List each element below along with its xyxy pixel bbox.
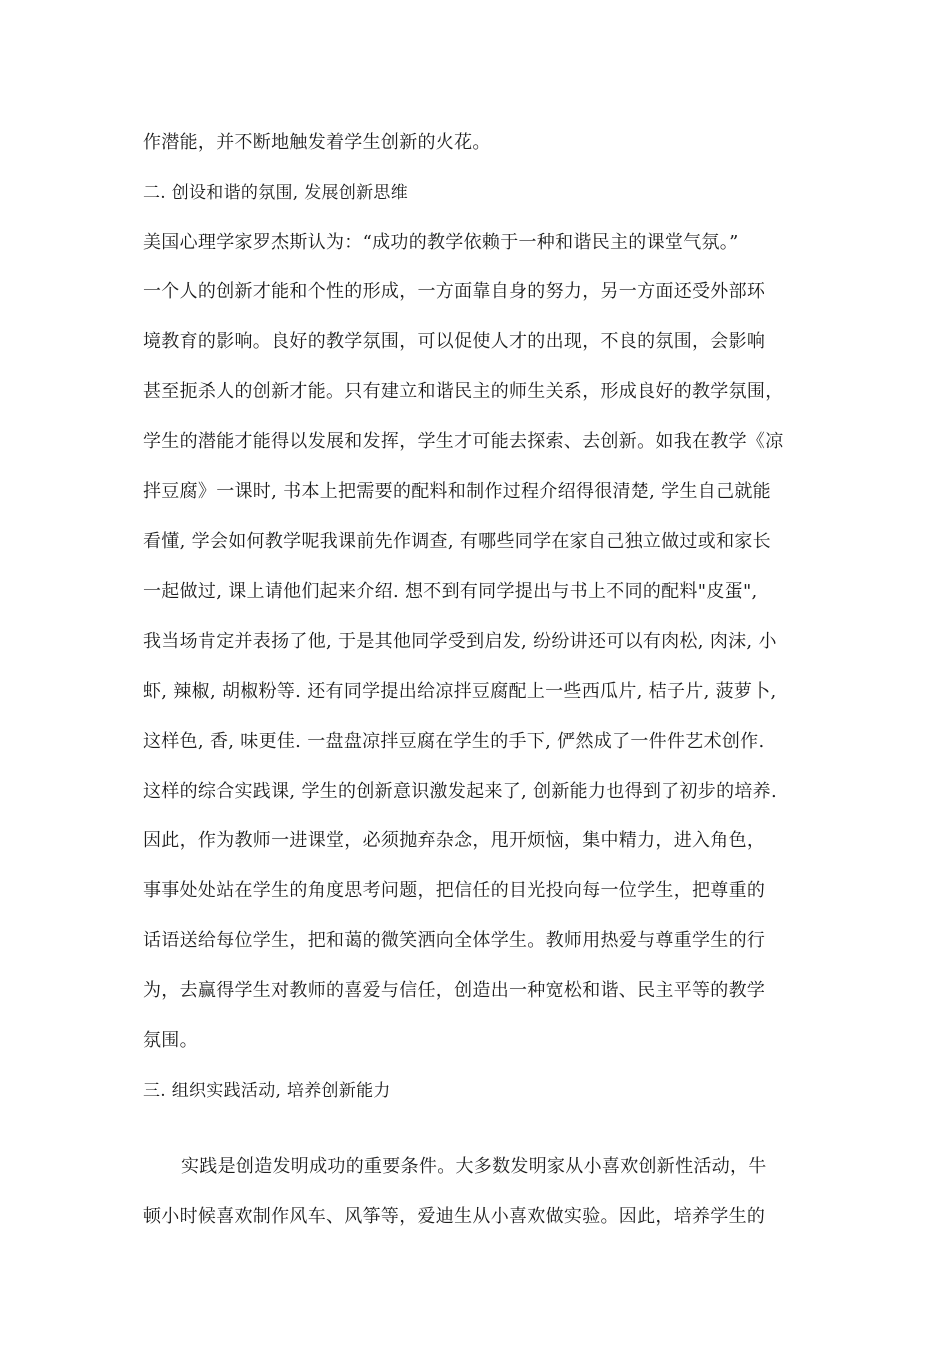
text-line: 一起做过, 课上请他们起来介绍. 想不到有同学提出与书上不同的配料"皮蛋", <box>143 581 758 602</box>
text-line: 一个人的创新才能和个性的形成，一方面靠自身的努力，另一方面还受外部环 <box>143 281 766 302</box>
text-line: 为，去赢得学生对教师的喜爱与信任，创造出一种宽松和谐、民主平等的教学 <box>143 980 766 1001</box>
text-line: 话语送给每位学生，把和蔼的微笑洒向全体学生。教师用热爱与尊重学生的行 <box>143 930 766 951</box>
section-heading: 二. 创设和谐的氛围, 发展创新思维 <box>143 183 409 203</box>
text-line: 这样色, 香, 味更佳. 一盘盘凉拌豆腐在学生的手下, 俨然成了一件件艺术创作. <box>143 731 765 752</box>
text-line: 顿小时候喜欢制作风车、风筝等，爱迪生从小喜欢做实验。因此，培养学生的 <box>143 1206 766 1227</box>
text-line: 事事处处站在学生的角度思考问题，把信任的目光投向每一位学生，把尊重的 <box>143 880 766 901</box>
text-line: 作潜能，并不断地触发着学生创新的火花。 <box>143 132 491 153</box>
text-line: 实践是创造发明成功的重要条件。大多数发明家从小喜欢创新性活动，牛 <box>181 1156 767 1177</box>
text-line: 拌豆腐》一课时, 书本上把需要的配料和制作过程介绍得很清楚, 学生自己就能 <box>143 481 771 502</box>
section-heading: 三. 组织实践活动, 培养创新能力 <box>143 1081 391 1101</box>
text-line: 美国心理学家罗杰斯认为：“成功的教学依赖于一种和谐民主的课堂气氛。” <box>143 232 739 253</box>
text-line: 虾, 辣椒, 胡椒粉等. 还有同学提出给凉拌豆腐配上一些西瓜片, 桔子片, 菠萝卜, <box>143 681 777 702</box>
text-line: 学生的潜能才能得以发展和发挥，学生才可能去探索、去创新。如我在教学《凉 <box>143 431 784 452</box>
text-line: 这样的综合实践课, 学生的创新意识激发起来了, 创新能力也得到了初步的培养. <box>143 781 778 802</box>
text-line: 看懂, 学会如何教学呢我课前先作调查, 有哪些同学在家自己独立做过或和家长 <box>143 531 771 552</box>
text-line: 甚至扼杀人的创新才能。只有建立和谐民主的师生关系，形成良好的教学氛围， <box>143 381 784 402</box>
text-line: 因此，作为教师一进课堂，必须抛弃杂念，甩开烦恼，集中精力，进入角色， <box>143 830 766 851</box>
text-line: 境教育的影响。良好的教学氛围，可以促使人才的出现，不良的氛围，会影响 <box>143 331 766 352</box>
text-line: 氛围。 <box>143 1030 198 1051</box>
text-line: 我当场肯定并表扬了他, 于是其他同学受到启发, 纷纷讲还可以有肉松, 肉沫, 小 <box>143 631 777 652</box>
